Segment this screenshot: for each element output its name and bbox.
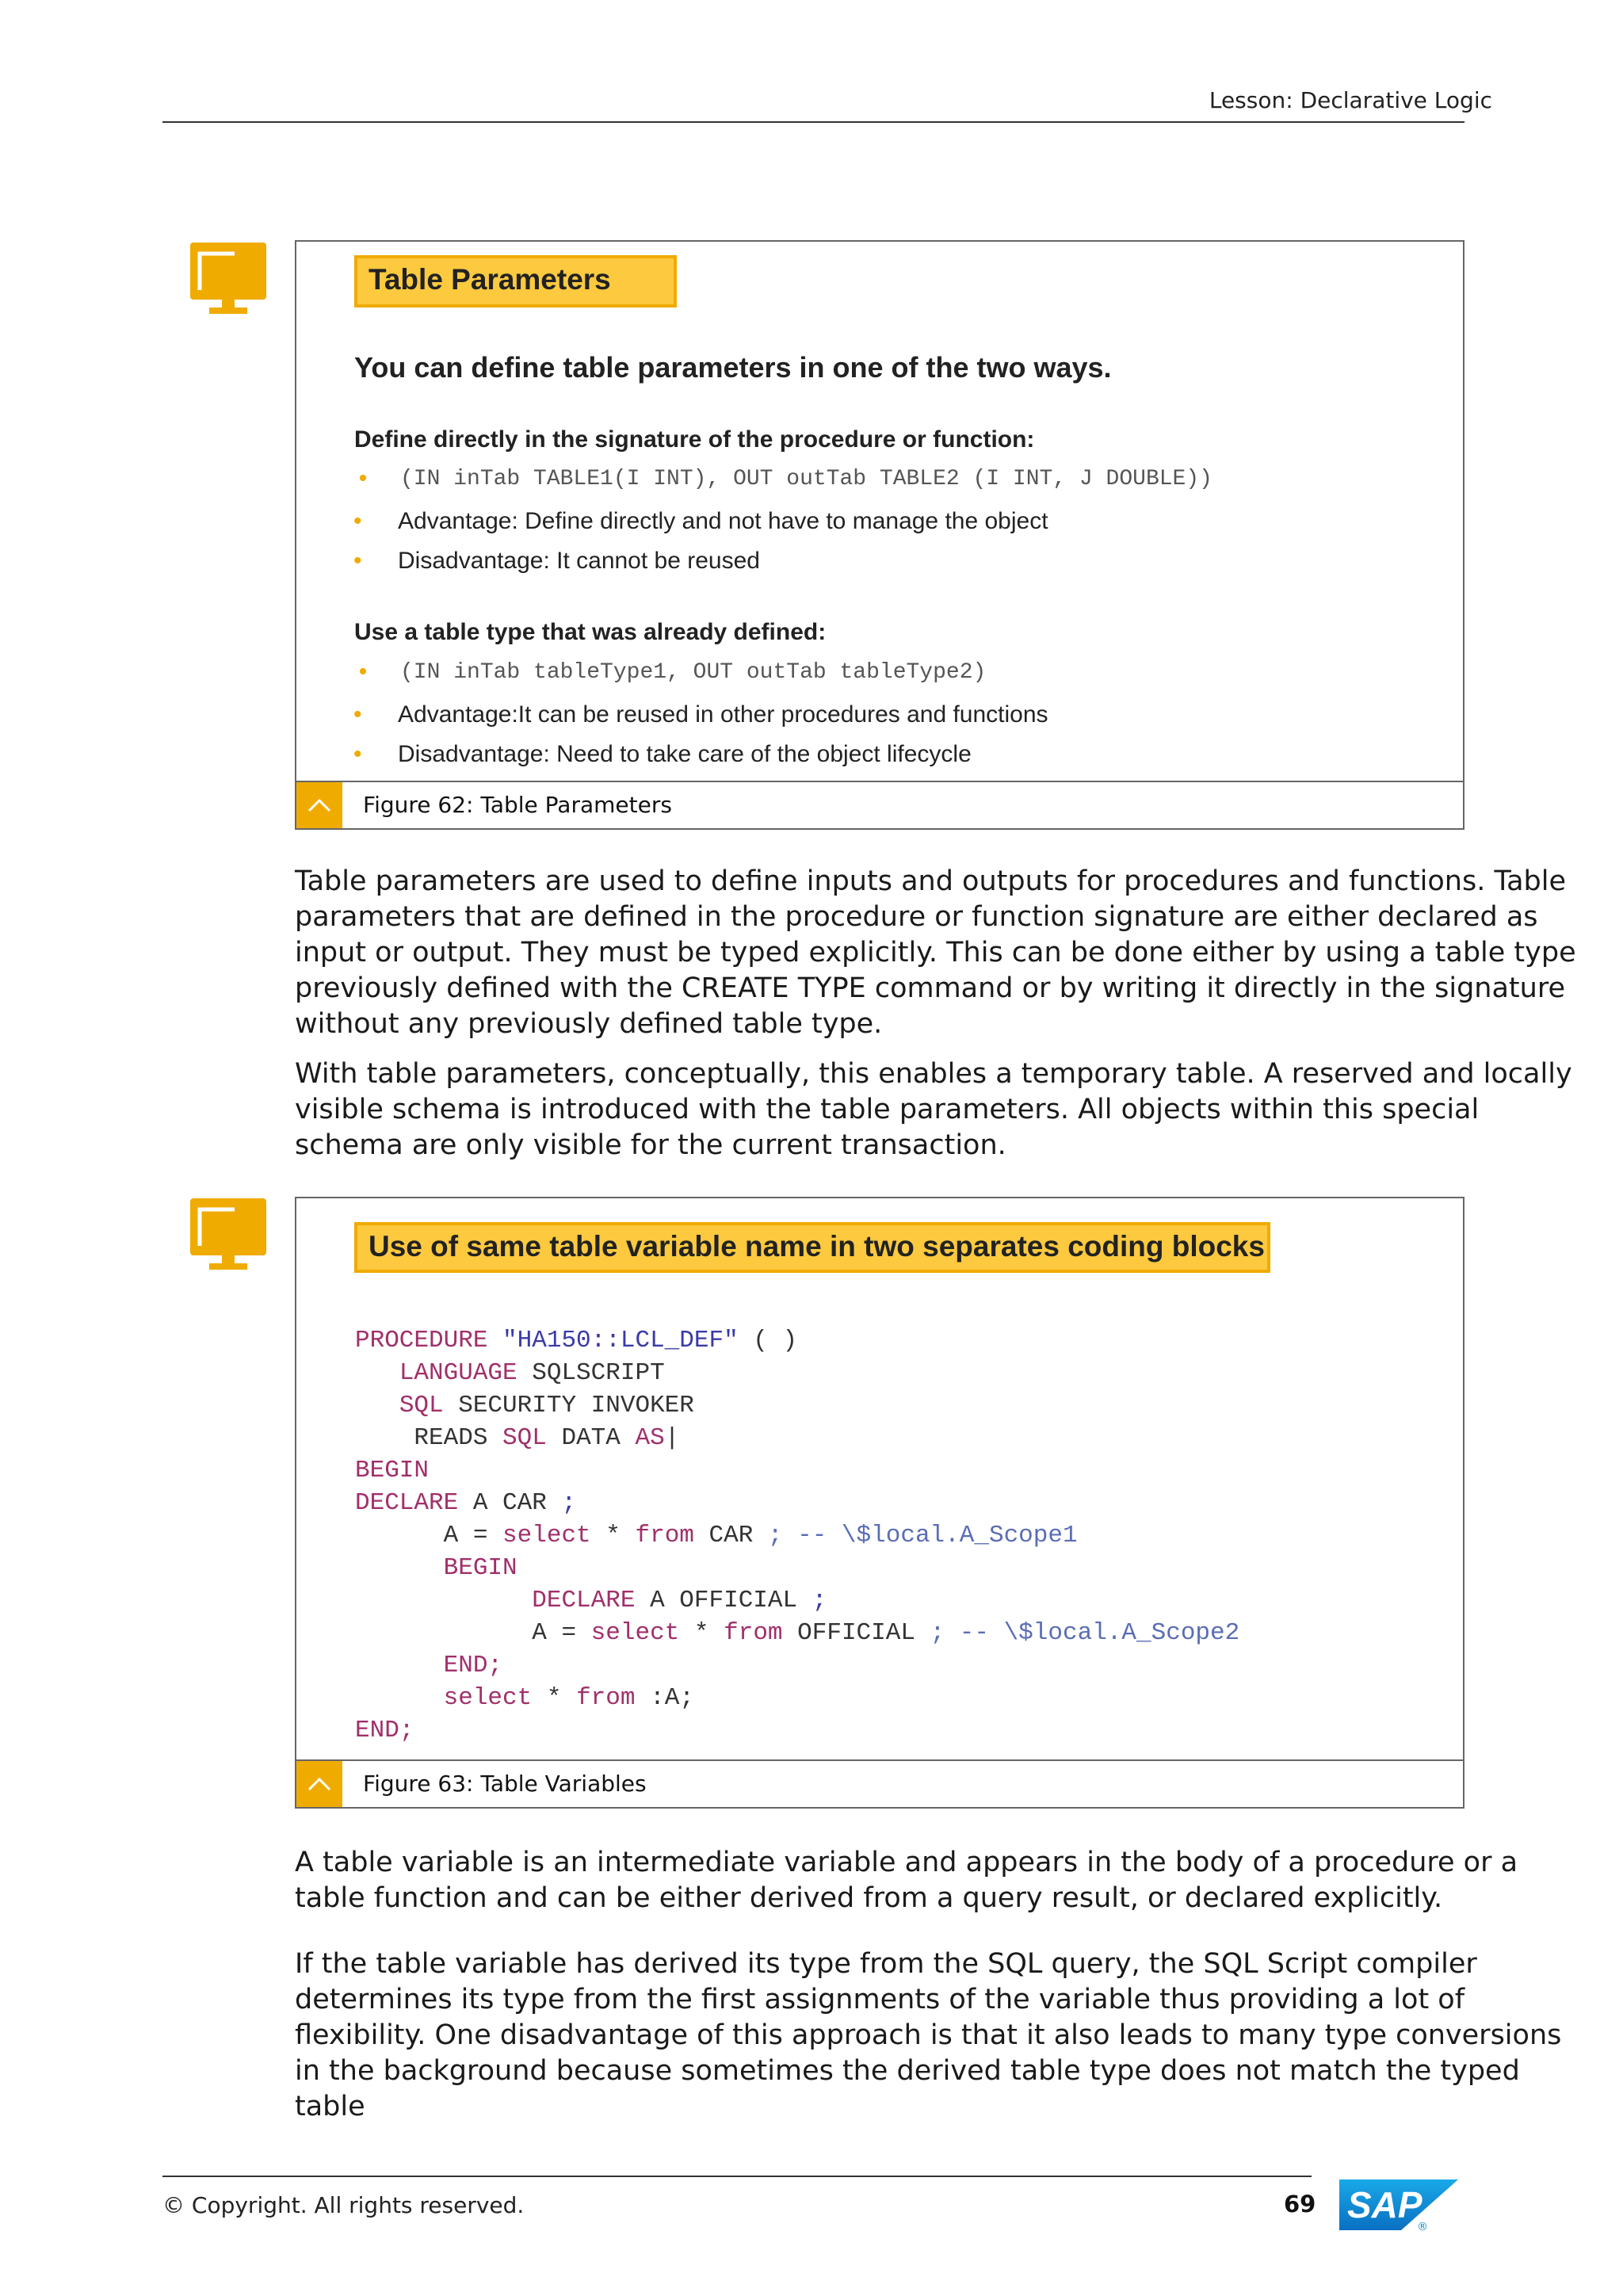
code-line: DECLARE A OFFICIAL ;: [532, 1587, 827, 1614]
figure-caption-bar: [296, 1759, 1463, 1807]
code-line: A = select * from CAR ; -- \$local.A_Scope1: [443, 1522, 1078, 1549]
body-paragraph: Table parameters are used to define inputs and outputs for procedures and functions. Table parameters that are defined in the procedure or function signature are either declared as input or output. They must be typed explicitly. This can be done either by using a table type previously defined with the CREATE TYPE command or by writing it directly in the signature without any previously defined table type.: [295, 865, 1576, 1040]
slide-title: Use of same table variable name in two separates coding blocks: [354, 1222, 1270, 1273]
slide-lead: You can define table parameters in one of the two ways.: [354, 351, 1112, 384]
section1-heading: Define directly in the signature of the procedure or function:: [354, 426, 1035, 453]
body-paragraph: A table variable is an intermediate variable and appears in the body of a procedure or a table function and can be either derived from a query result, or declared explicitly.: [295, 1847, 1518, 1914]
collapse-caret-icon[interactable]: [296, 782, 342, 828]
page-number: 69: [1284, 2191, 1316, 2218]
figure-63-table-variables: [295, 1197, 1465, 1809]
copyright-notice: © Copyright. All rights reserved.: [162, 2192, 525, 2218]
bullet-dot-icon: •: [356, 660, 371, 687]
code-line: BEGIN: [443, 1554, 517, 1582]
footer-rule: [162, 2176, 1312, 2177]
code-line: PROCEDURE "HA150::LCL_DEF" ( ): [355, 1327, 798, 1354]
code-line: select * from :A;: [443, 1684, 694, 1712]
section1-bullet-2: • Advantage: Define directly and not have to manage the object: [353, 508, 1048, 534]
collapse-caret-icon[interactable]: [296, 1761, 342, 1807]
svg-text:®: ®: [1417, 2221, 1428, 2233]
section2-bullet-2: • Advantage:It can be reused in other procedures and functions: [353, 701, 1048, 728]
section1-bullet-1: • (IN inTab TABLE1(I INT), OUT outTab TABLE2 (I INT, J DOUBLE)): [356, 467, 1212, 494]
section2-bullet-3: • Disadvantage: Need to take care of the object lifecycle: [353, 741, 972, 767]
figure-caption: Figure 62: Table Parameters: [363, 792, 672, 818]
bullet-dot-icon: •: [353, 701, 362, 728]
body-paragraph: With table parameters, conceptually, this enables a temporary table. A reserved and locally visible schema is introduced with the table parameters. All objects within this special schema are only visible for the current transaction.: [295, 1058, 1572, 1161]
code-line: END;: [443, 1652, 503, 1679]
svg-text:SAP: SAP: [1347, 2184, 1423, 2225]
header-rule: [162, 121, 1465, 123]
code-line: LANGUAGE SQLSCRIPT: [399, 1359, 665, 1387]
presentation-monitor-icon: [190, 1198, 266, 1271]
slide-title: Table Parameters: [354, 255, 677, 308]
lesson-header: Lesson: Declarative Logic: [1209, 87, 1492, 113]
code-line: READS SQL DATA AS|: [414, 1424, 680, 1452]
figure-62-table-parameters: [295, 240, 1465, 830]
code-listing: [355, 1324, 1239, 1747]
bullet-dot-icon: •: [356, 467, 371, 494]
bullet-dot-icon: •: [353, 548, 362, 574]
section1-bullet-3: • Disadvantage: It cannot be reused: [353, 548, 760, 574]
code-line: DECLARE A CAR ;: [355, 1489, 577, 1517]
body-paragraph: If the table variable has derived its type from the SQL query, the SQL Script compiler determines its type from the first assignments of the variable thus providing a lot of flexibility. One disadvantage of this approach is that it also leads to many type conversions in the background because sometimes the derived table type does not match the typed table: [295, 1948, 1562, 2122]
bullet-dot-icon: •: [353, 508, 362, 534]
section2-heading: Use a table type that was already defined:: [354, 619, 827, 645]
figure-caption: Figure 63: Table Variables: [363, 1771, 647, 1797]
section2-bullet-1: • (IN inTab tableType1, OUT outTab tableType2): [356, 660, 987, 687]
bullet-dot-icon: •: [353, 741, 362, 767]
sap-logo: [1339, 2173, 1458, 2233]
code-line: END;: [355, 1717, 414, 1744]
code-line: SQL SECURITY INVOKER: [399, 1392, 694, 1419]
code-line: A = select * from OFFICIAL ; -- \$local.A_Scope2: [532, 1619, 1240, 1647]
presentation-monitor-icon: [190, 243, 266, 315]
figure-caption-bar: [296, 781, 1463, 828]
code-line: BEGIN: [355, 1457, 430, 1484]
